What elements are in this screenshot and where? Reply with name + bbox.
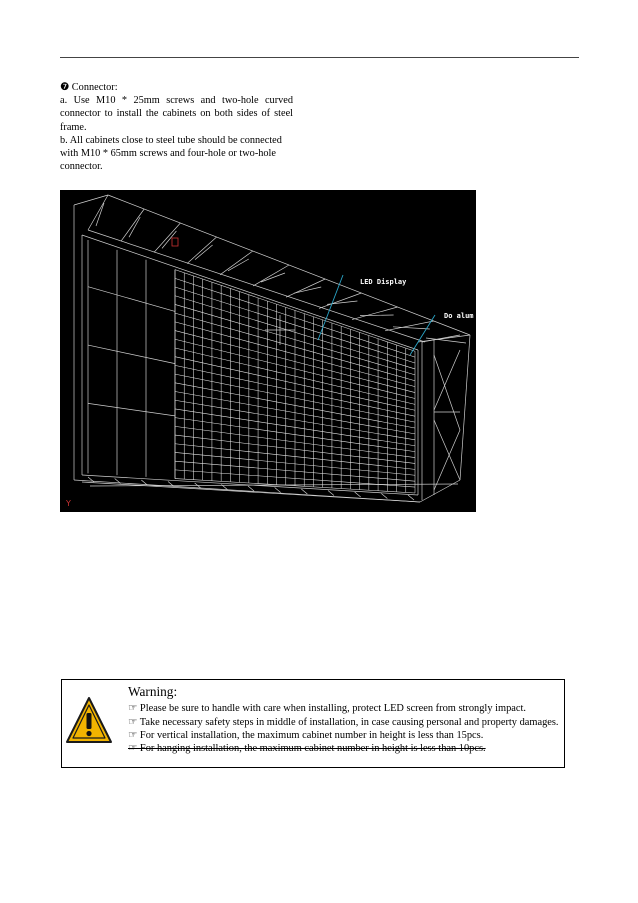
truss-member bbox=[228, 259, 249, 271]
connector-heading: ❼ Connector: bbox=[60, 82, 118, 93]
side-brace bbox=[434, 430, 460, 490]
truss-member bbox=[220, 251, 253, 275]
truss-member bbox=[195, 245, 213, 260]
cad-drawing bbox=[60, 190, 476, 512]
frame-edge bbox=[420, 480, 460, 502]
connector-section bbox=[60, 81, 293, 173]
base-foot bbox=[275, 488, 281, 493]
aluminum-leader bbox=[410, 315, 435, 355]
truss-member bbox=[187, 237, 217, 264]
header-rule bbox=[60, 57, 579, 58]
truss-member bbox=[121, 209, 144, 241]
truss-member bbox=[286, 279, 325, 297]
connector-step-b: b. All cabinets close to steel tube should be connected with M10 * 65mm screws and four-hole or two-hole connector. bbox=[60, 134, 282, 173]
base-foot bbox=[248, 486, 254, 491]
origin-marker bbox=[172, 238, 178, 246]
warning-item: ☞ Take necessary safety steps in middle of installation, in case causing personal and property damages. bbox=[128, 716, 559, 728]
base-foot bbox=[328, 491, 334, 496]
base-foot bbox=[301, 489, 307, 494]
base-foot bbox=[355, 492, 361, 497]
truss-member bbox=[319, 293, 361, 308]
truss-member bbox=[352, 307, 398, 320]
side-brace bbox=[434, 355, 460, 430]
panel-edge bbox=[82, 235, 418, 350]
warning-item: ☞ For hanging installation, the maximum cabinet number in height is less than 10pcs. bbox=[128, 743, 486, 755]
cabinet-divider bbox=[88, 287, 175, 312]
frame-edge bbox=[460, 335, 470, 480]
aluminum-label: Do alum bbox=[444, 312, 474, 320]
warning-title: Warning: bbox=[128, 684, 178, 699]
led-display-label: LED Display bbox=[360, 278, 407, 286]
cabinet-divider bbox=[88, 403, 175, 416]
truss-member bbox=[360, 315, 394, 316]
warning-item: ☞ For vertical installation, the maximum cabinet number in height is less than 15pcs. bbox=[128, 729, 484, 741]
axis-mark: Y bbox=[66, 499, 71, 508]
side-brace bbox=[434, 350, 460, 410]
panel-edge bbox=[88, 230, 425, 342]
warning-item: ☞ Please be sure to handle with care when installing, protect LED screen from strongly impact. bbox=[128, 703, 526, 715]
connector-step-a: a. Use M10 * 25mm screws and two-hole curved connector to install the cabinets on both sides of steel frame. bbox=[60, 95, 293, 133]
warning-triangle-icon bbox=[65, 696, 113, 746]
base-foot bbox=[381, 494, 387, 499]
truss-member bbox=[129, 217, 140, 237]
truss-member bbox=[253, 265, 289, 286]
truss-member bbox=[294, 287, 321, 293]
led-frame-drawing bbox=[60, 190, 476, 512]
base-foot bbox=[408, 495, 414, 500]
warning-content bbox=[128, 685, 568, 755]
cabinet-divider bbox=[88, 345, 175, 364]
side-brace bbox=[434, 420, 460, 480]
